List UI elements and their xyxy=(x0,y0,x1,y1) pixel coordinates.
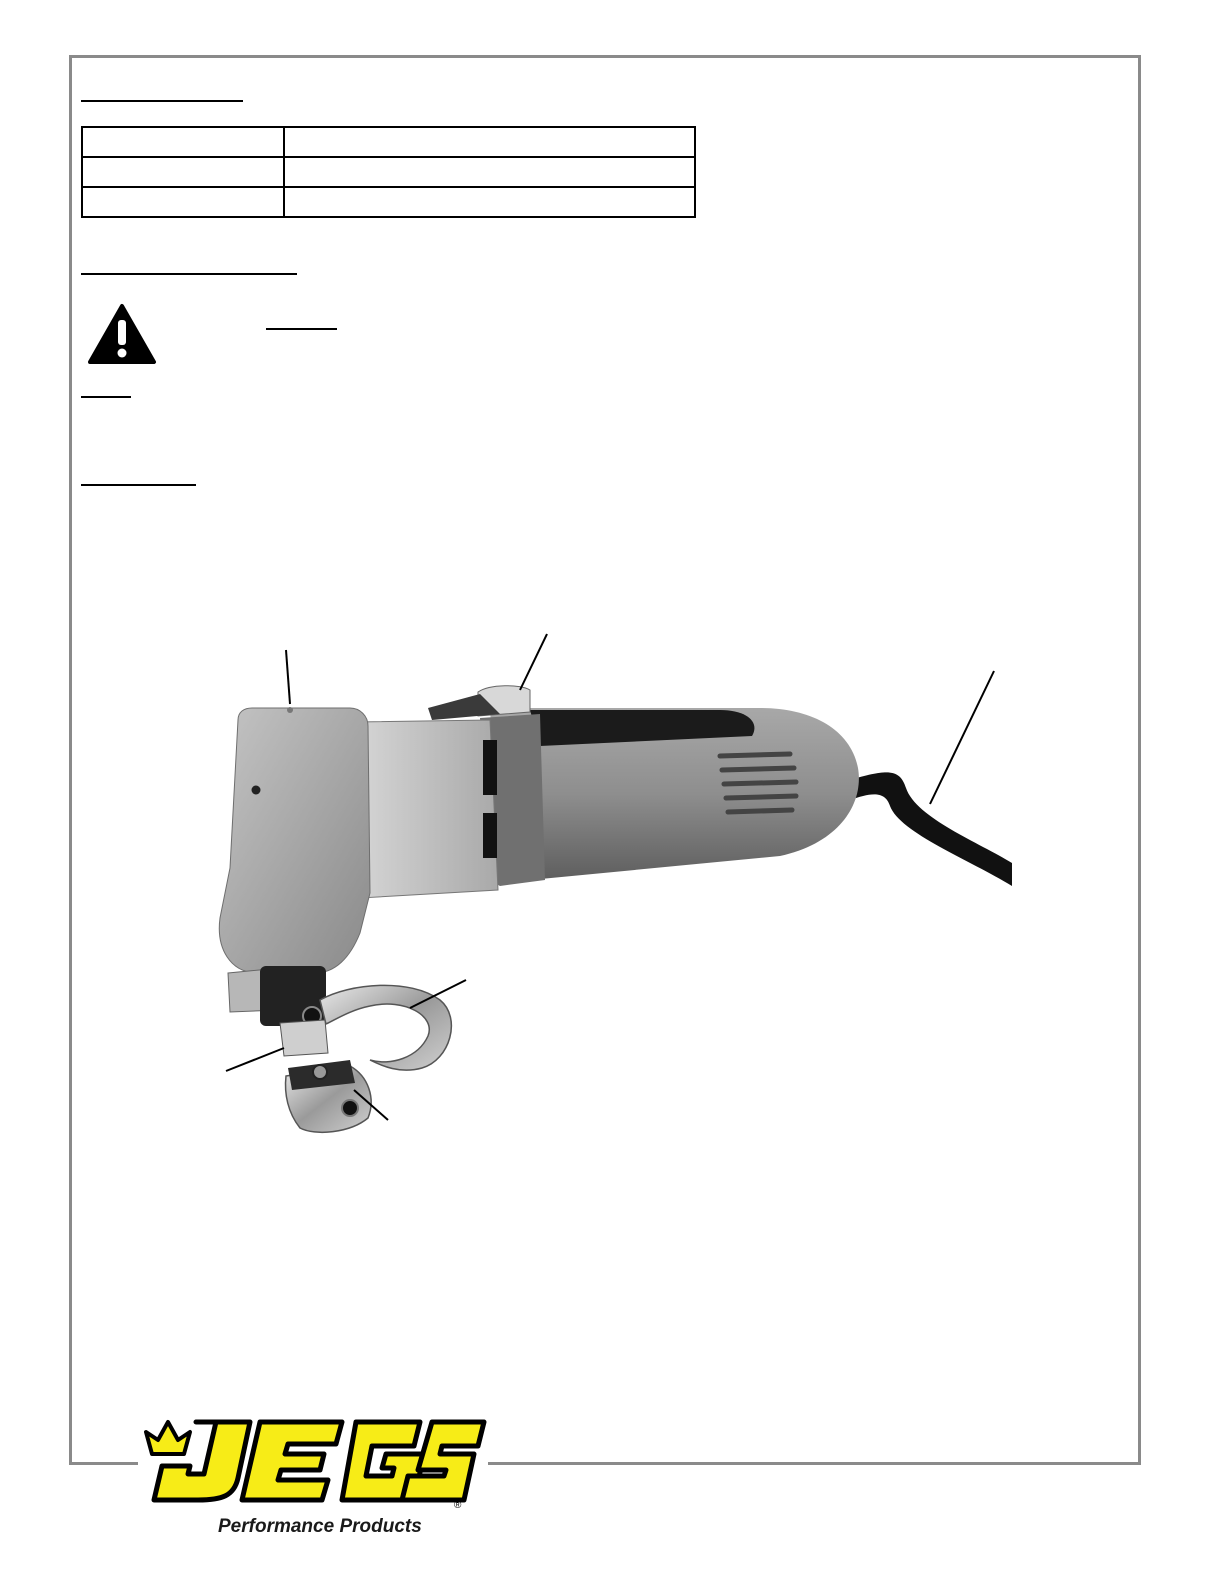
electric-shear-illustration xyxy=(200,628,1015,1148)
logo-subtitle: Performance Products xyxy=(218,1516,422,1537)
cutter-blade xyxy=(280,1020,328,1056)
table-cell xyxy=(82,157,284,187)
section-heading-underline-3 xyxy=(81,484,196,486)
jegs-wordmark xyxy=(138,1408,488,1508)
specifications-table xyxy=(81,126,696,218)
table-cell xyxy=(82,187,284,217)
section-heading-underline-2 xyxy=(81,273,297,275)
table-cell xyxy=(284,187,695,217)
table-row xyxy=(82,187,695,217)
side-plate xyxy=(355,720,498,898)
table-cell xyxy=(284,157,695,187)
table-row xyxy=(82,157,695,187)
power-cord xyxy=(850,772,1012,886)
head-housing xyxy=(219,708,370,973)
table-cell xyxy=(82,127,284,157)
section-heading-underline-1 xyxy=(81,100,243,102)
table-cell xyxy=(284,127,695,157)
warning-label-underline xyxy=(266,328,337,330)
note-label-underline xyxy=(81,396,131,398)
crown-icon xyxy=(146,1422,190,1454)
warning-triangle-icon xyxy=(87,303,157,365)
table-row xyxy=(82,127,695,157)
registered-mark: ® xyxy=(454,1500,462,1511)
